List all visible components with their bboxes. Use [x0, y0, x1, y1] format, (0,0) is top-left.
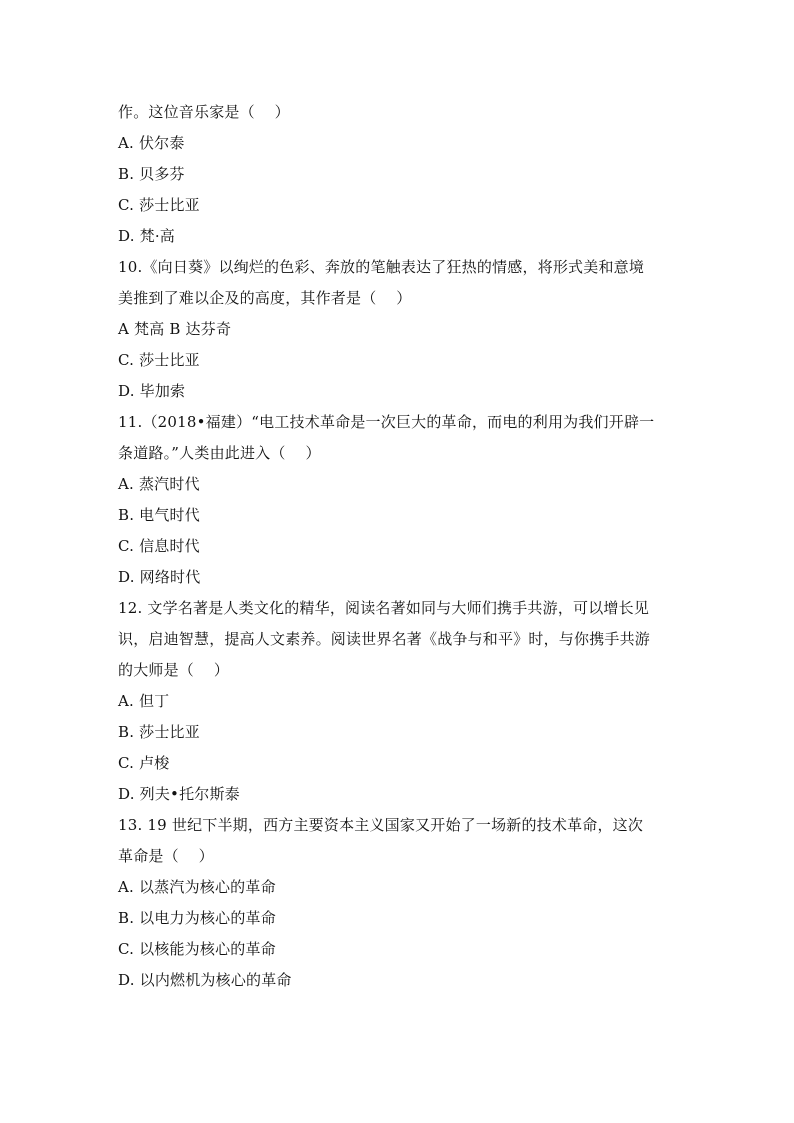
q10-stem-line2: 美推到了难以企及的高度，其作者是（ ） [118, 289, 412, 307]
q9-option-d: D. 梵·高 [118, 227, 175, 245]
q13-option-d: D. 以内燃机为核心的革命 [118, 971, 292, 989]
q9-option-a: A. 伏尔泰 [118, 134, 185, 152]
q12-stem-line2: 识，启迪智慧，提高人文素养。阅读世界名著《战争与和平》时，与你携手共游 [118, 630, 651, 648]
q10-option-d: D. 毕加索 [118, 382, 186, 400]
document-page [118, 97, 678, 996]
q9-option-b: B. 贝多芬 [118, 165, 185, 183]
q11-option-d: D. 网络时代 [118, 568, 201, 586]
q12-option-a: A. 但丁 [118, 692, 170, 710]
q9-option-c: C. 莎士比亚 [118, 196, 200, 214]
q10-option-c: C. 莎士比亚 [118, 351, 200, 369]
q11-option-c: C. 信息时代 [118, 537, 200, 555]
q13-stem-line1: 13. 19 世纪下半期，西方主要资本主义国家又开始了一场新的技术革命，这次 [118, 816, 644, 834]
q10-stem-line1: 10.《向日葵》以绚烂的色彩、奔放的笔触表达了狂热的情感，将形式美和意境 [118, 258, 645, 276]
q11-option-b: B. 电气时代 [118, 506, 200, 524]
q12-option-d: D. 列夫•托尔斯泰 [118, 785, 240, 803]
q10-option-ab: A 梵高 B 达芬奇 [118, 320, 232, 338]
q12-option-b: B. 莎士比亚 [118, 723, 200, 741]
q12-option-c: C. 卢梭 [118, 754, 170, 772]
q9-stem-end: 作。这位音乐家是（ ） [118, 103, 290, 121]
q13-option-c: C. 以核能为核心的革命 [118, 940, 276, 958]
q13-option-b: B. 以电力为核心的革命 [118, 909, 276, 927]
q11-option-a: A. 蒸汽时代 [118, 475, 200, 493]
q12-stem-line1: 12. 文学名著是人类文化的精华，阅读名著如同与大师们携手共游，可以增长见 [118, 599, 650, 617]
q13-option-a: A. 以蒸汽为核心的革命 [118, 878, 276, 896]
q12-stem-line3: 的大师是（ ） [118, 661, 230, 679]
q11-stem-line2: 条道路。”人类由此进入（ ） [118, 444, 321, 462]
q13-stem-line2: 革命是（ ） [118, 847, 214, 865]
q11-stem-line1: 11.（2018•福建）“电工技术革命是一次巨大的革命，而电的利用为我们开辟一 [118, 413, 655, 431]
